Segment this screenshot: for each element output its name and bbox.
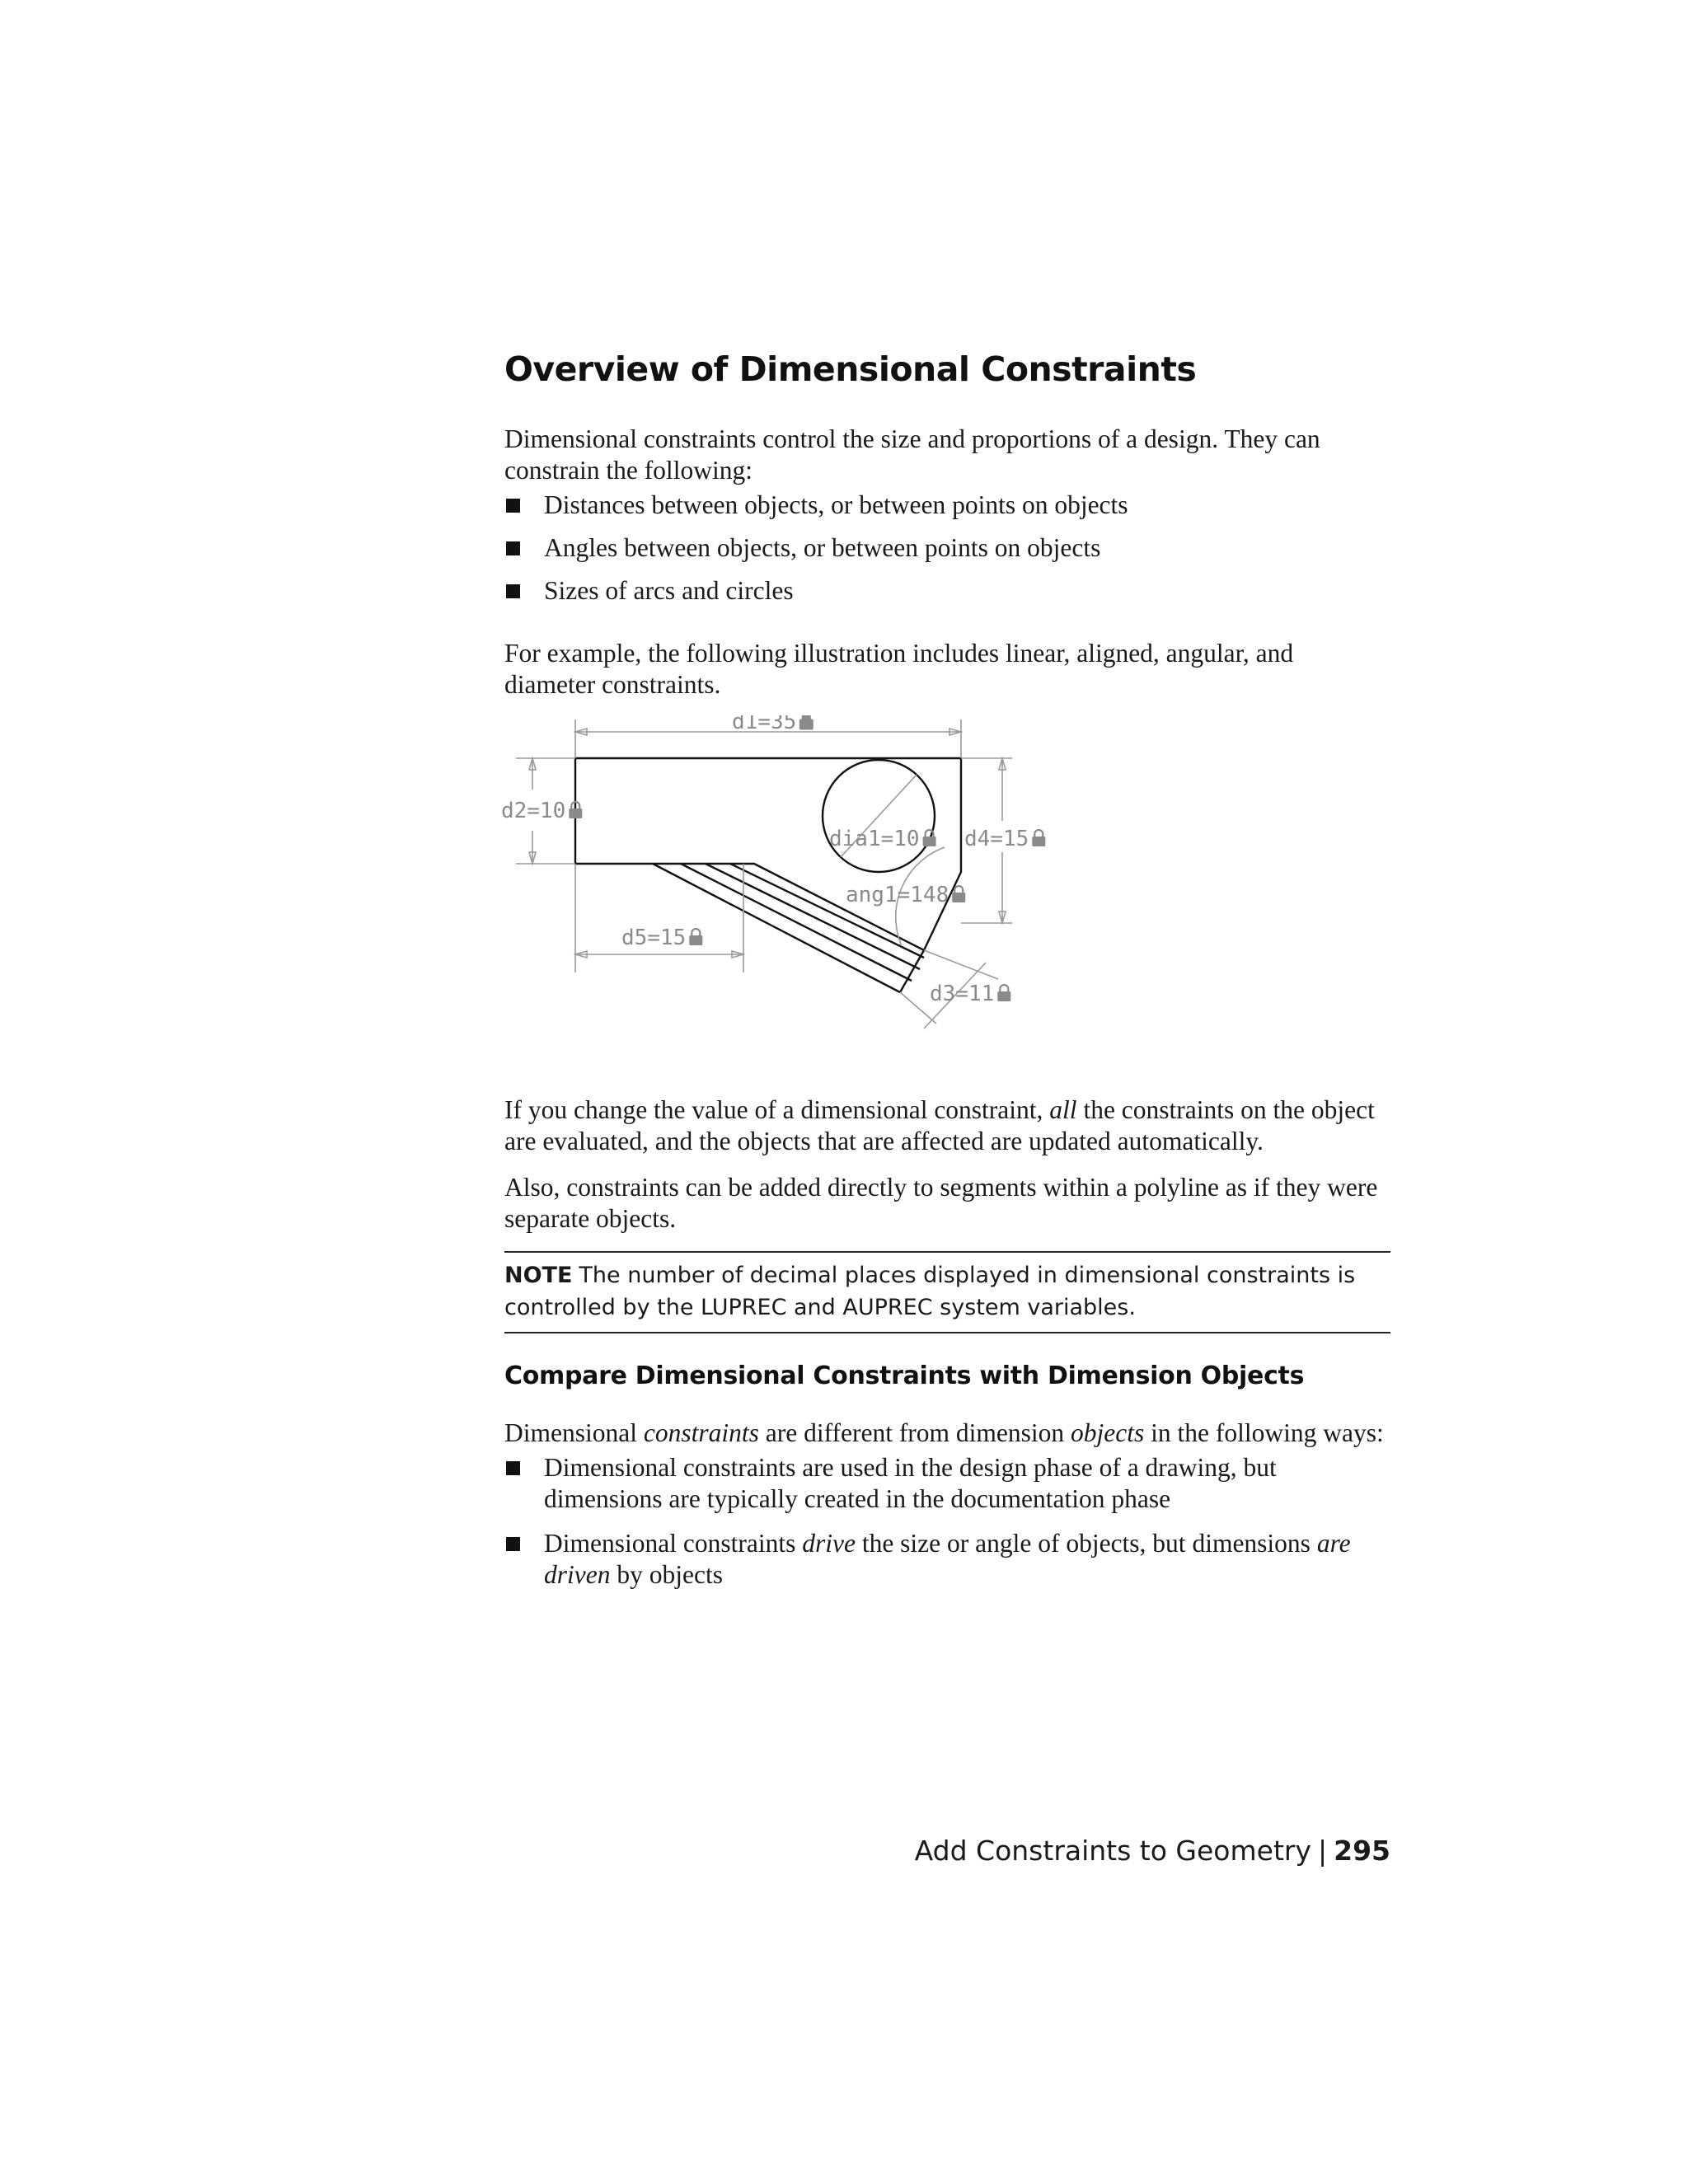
section-title: Overview of Dimensional Constraints: [504, 349, 1197, 389]
note-label: NOTE: [504, 1263, 573, 1288]
lock-icon: [1032, 830, 1045, 846]
note-box: [504, 1251, 1390, 1333]
bullet-icon: [506, 1537, 520, 1551]
list-item-text: Sizes of arcs and circles: [544, 576, 794, 605]
label-d3: d3=11: [930, 982, 995, 1006]
label-d2: d2=10: [501, 799, 566, 823]
constraints-illustration: [499, 715, 1126, 1070]
list-item: [504, 1452, 1390, 1515]
list-item: [504, 532, 1390, 564]
footer-separator: |: [1317, 1835, 1328, 1867]
label-d4: d4=15: [964, 827, 1029, 851]
list-item-text: Distances between objects, or between points on objects: [544, 490, 1128, 519]
polyline-shape: [575, 758, 961, 950]
bullet-icon: [506, 584, 520, 598]
compare-list: [504, 1452, 1390, 1591]
lock-icon: [952, 886, 965, 902]
list-item: [504, 575, 1390, 607]
subsection-title: Compare Dimensional Constraints with Dimension Objects: [504, 1361, 1305, 1390]
constraint-list: [504, 490, 1390, 607]
label-ang1: ang1=148: [846, 883, 950, 907]
lock-icon: [689, 929, 702, 945]
polyline-paragraph: Also, constraints can be added directly to segments within a polyline as if they were separate objects.: [504, 1173, 1378, 1233]
label-dia1: dia1=10: [829, 827, 920, 851]
list-item-text: Angles between objects, or between points on objects: [544, 533, 1101, 562]
change-paragraph: If you change the value of a dimensional constraint, all the constraints on the object are evaluated, and the objects that are affected are updated automatically.: [504, 1095, 1375, 1155]
dimension-d5: [575, 864, 743, 972]
intro-paragraph: Dimensional constraints control the size and proportions of a design. They can constrain the following:: [504, 424, 1320, 485]
label-d1: d1=35: [732, 715, 797, 734]
page-number: 295: [1334, 1835, 1390, 1867]
bullet-icon: [506, 499, 520, 513]
bullet-icon: [506, 541, 520, 555]
example-paragraph: For example, the following illustration includes linear, aligned, angular, and diameter constraints.: [504, 639, 1294, 699]
page-content: [501, 346, 1390, 1591]
compare-paragraph: Dimensional constraints are different from dimension objects in the following ways:: [504, 1418, 1384, 1447]
page-footer: [915, 1835, 1390, 1868]
note-text: NOTE The number of decimal places displayed in dimensional constraints is controlled by the LUPREC and AUPREC system variables.: [504, 1263, 1356, 1320]
lock-icon: [997, 985, 1010, 1001]
list-item: [504, 1528, 1390, 1591]
lock-icon: [799, 715, 813, 729]
list-item-text: Dimensional constraints drive the size or angle of objects, but dimensions are driven by objects: [544, 1529, 1351, 1589]
chapter-title: Add Constraints to Geometry: [914, 1835, 1311, 1867]
label-d5: d5=15: [621, 926, 687, 950]
cad-drawing: [499, 715, 1126, 1070]
bullet-icon: [506, 1461, 520, 1475]
list-item: [504, 490, 1390, 521]
list-item-text: Dimensional constraints are used in the design phase of a drawing, but dimensions are typically created in the documentation phase: [544, 1453, 1277, 1513]
lock-icon: [923, 830, 936, 846]
